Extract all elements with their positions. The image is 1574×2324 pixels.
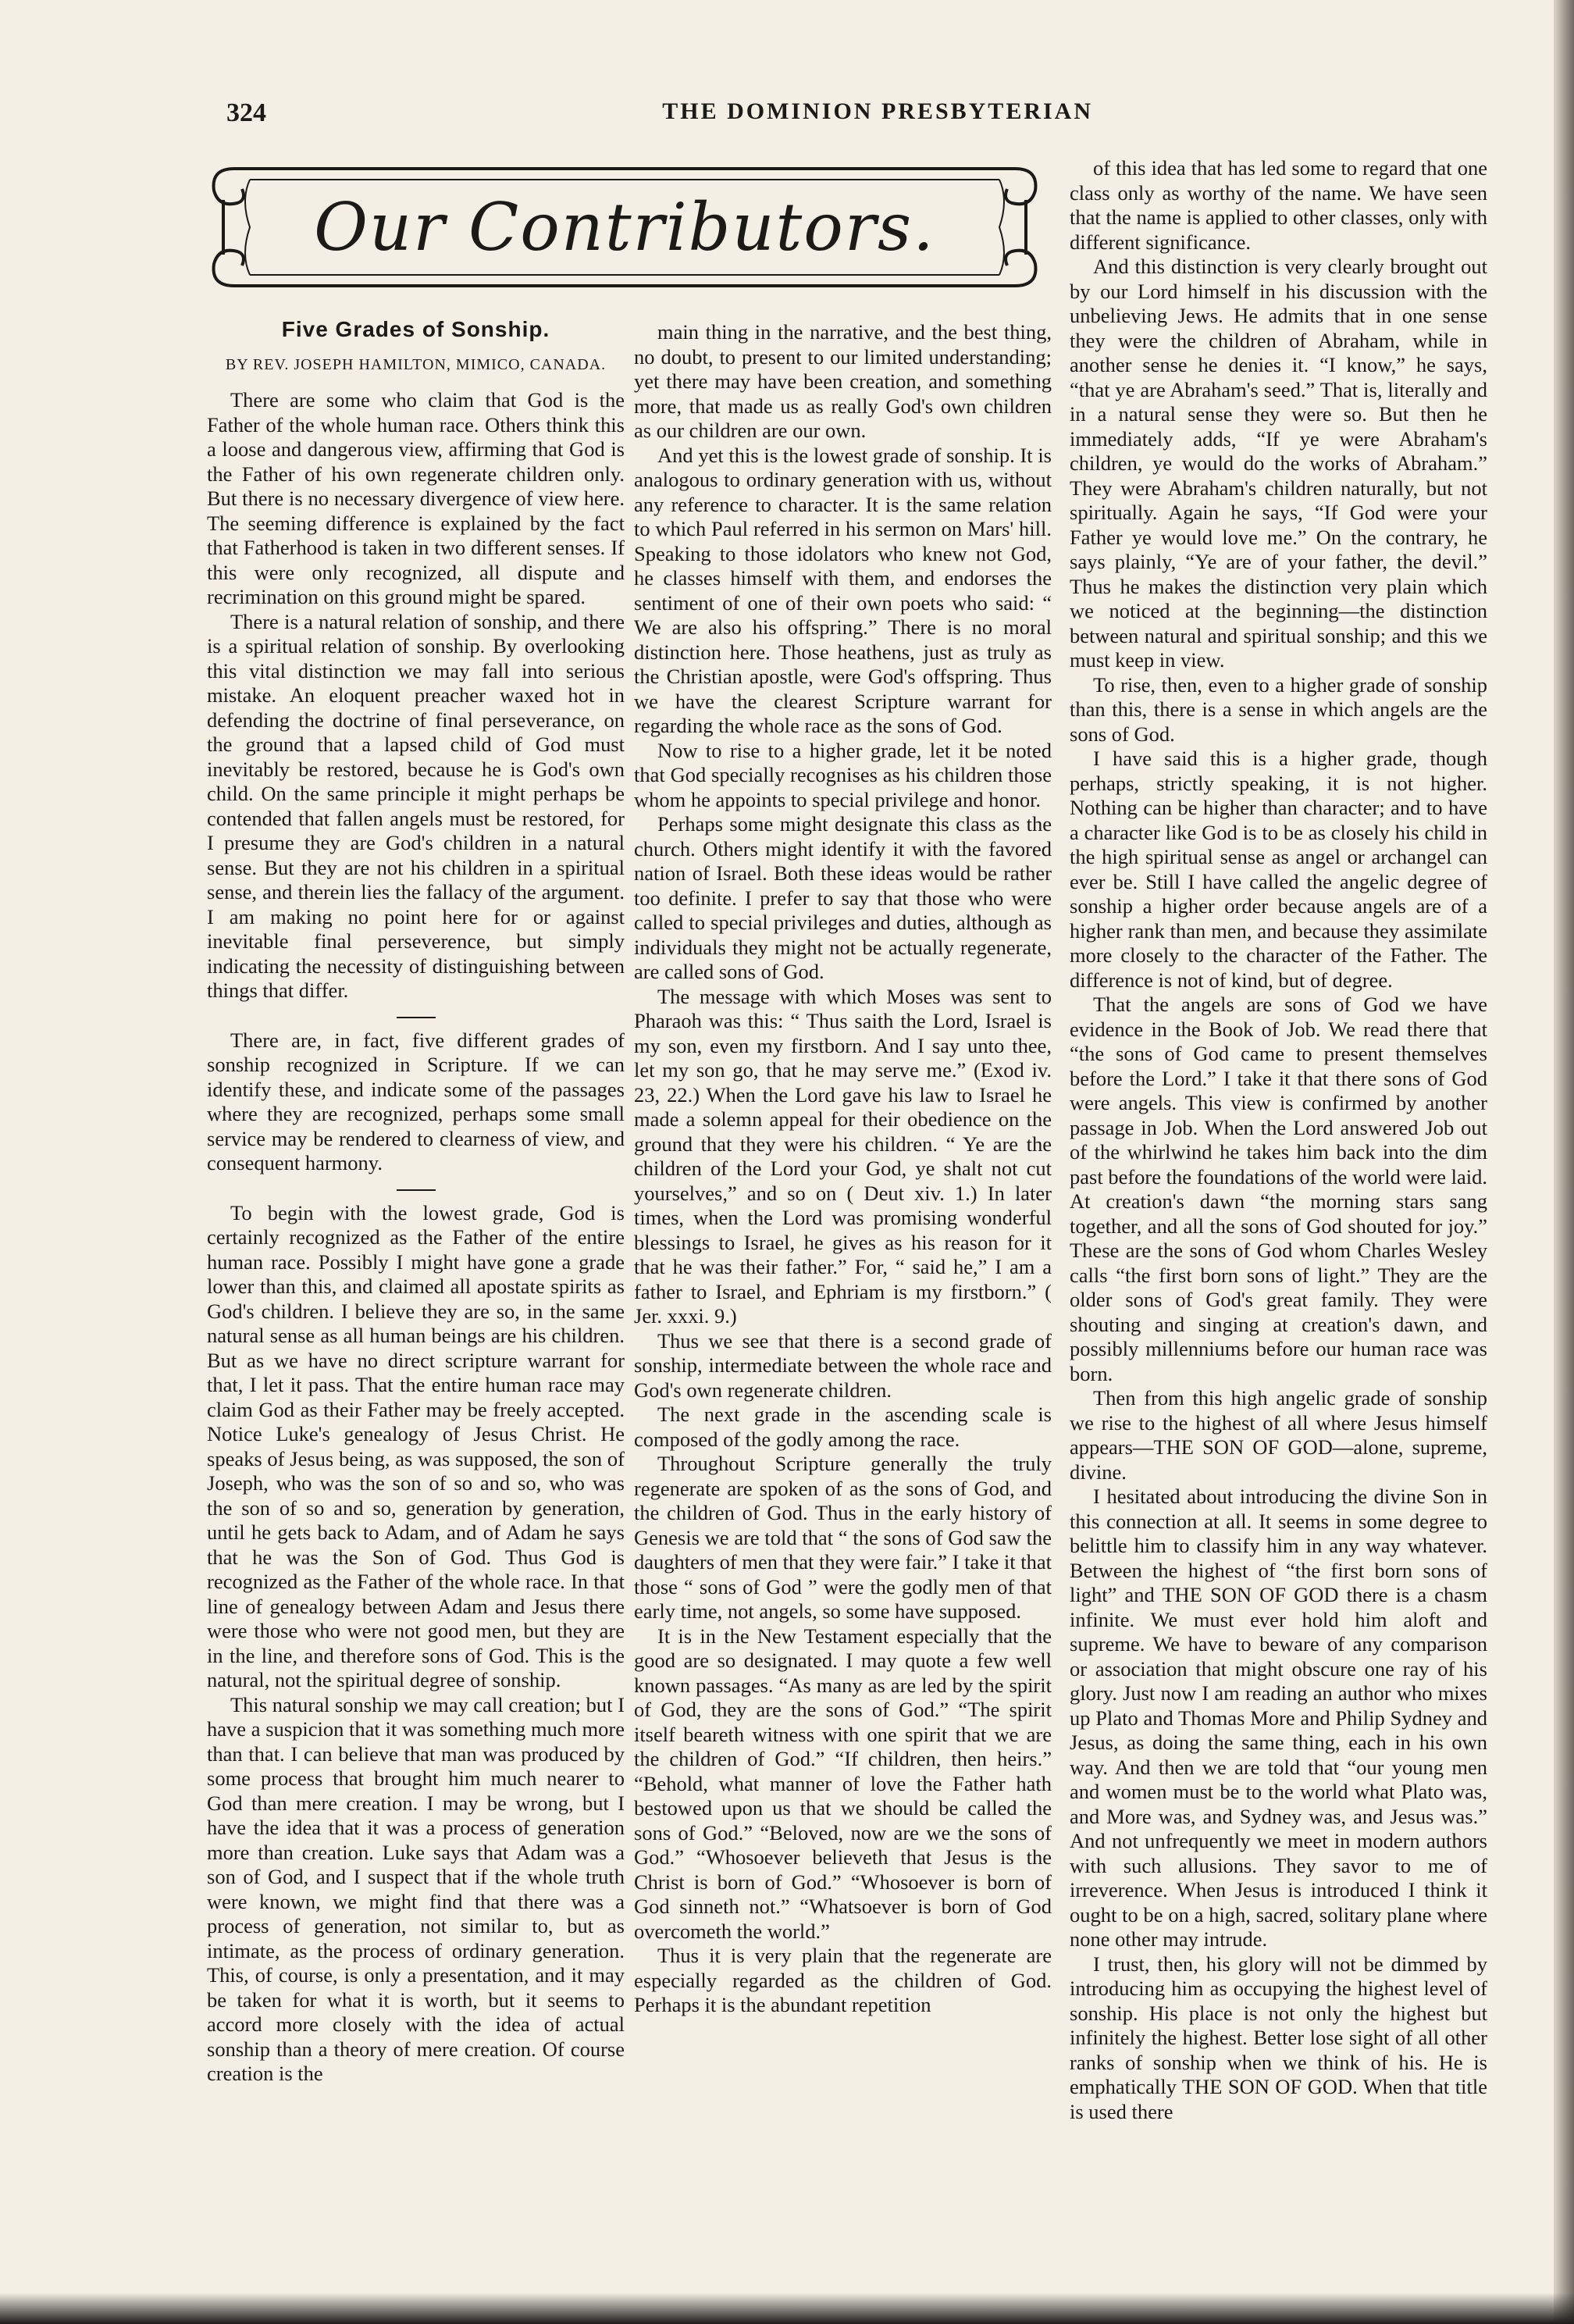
paragraph: That the angels are sons of God we have evidence in the Book of Job. We read there that “the sons of God came to present themselves before the Lord.” I take it that there sons of God were angels. This view is confirmed by another passage in Job. When the Lord answered Job out of the whirlwind he takes him back into the dim past before the foundations of the world were laid. At creation's dawn “the morning stars sang together, and all the sons of God shouted for joy.” These are the sons of God whom Charles Wesley calls “the first born sons of light.” They are the older sons of God's great family. They were shouting and singing at creation's dawn, and possibly millenniums before our human race was born. — [1070, 993, 1487, 1385]
scan-edge-shadow — [0, 2293, 1574, 2324]
paragraph: Then from this high angelic grade of sonship we rise to the highest of all where Jesus himself appears—THE SON OF GOD—alone, supreme, divine. — [1070, 1386, 1487, 1484]
column-2 — [634, 320, 1052, 2148]
paragraph: And yet this is the lowest grade of sonship. It is analogous to ordinary generation with us, without any reference to character. It is the same relation to which Paul referred in his sermon on Mars' hill. Speaking to those idolators who knew not God, he classes himself with them, and endorses the sentiment of one of their own poets who said: “ We are also his offspring.” There is no moral distinction here. Those heathens, just as truly as the Christian apostle, were God's offspring. Thus we have the clearest Scripture warrant for regarding the whole race as the sons of God. — [634, 443, 1052, 737]
paragraph: This natural sonship we may call creation; but I have a suspicion that it was something much more than that. I can believe that man was produced by some process that brought him much nearer to God than mere creation. I may be wrong, but I have the idea that it was a process of generation more than creation. Luke says that Adam was a son of God, and I suspect that if the whole truth were known, we might find that there was a process of generation, not similar to, but as intimate, as the process of ordinary generation. This, of course, is only a presentation, and it may be taken for what it is worth, but it seems to accord more closely with the idea of actual sonship than a theory of mere creation. Of course creation is the — [207, 1692, 625, 2085]
paragraph: The next grade in the ascending scale is composed of the godly among the race. — [634, 1403, 1052, 1451]
separator-rule — [207, 1005, 625, 1027]
paragraph: There is a natural relation of sonship, and there is a spiritual relation of sonship. By overlooking this vital distinction we may fall into serious mistake. An eloquent preacher waxed hot in defending the doctrine of final perseverance, on the ground that a lapsed child of God must inevitably be restored, because he is God's own child. On the same principle it might perhaps be contended that fallen angels must be restored, for I presume they are God's children in a natural sense. But they are not his children in a spiritual sense, and therein lies the fallacy of the argument. I am making no point here for or against inevitable final perseverence, but simply indicating the necessity of distinguishing between things that differ. — [207, 609, 625, 1002]
separator-rule — [207, 1178, 625, 1199]
paragraph: Throughout Scripture generally the truly regenerate are spoken of as the sons of God, and the children of God. Thus in the early history of Genesis we are told that “ the sons of God saw the daughters of men that they were fair.” I take it that those “ sons of God ” were the godly men of that early time, not angels, so some have supposed. — [634, 1452, 1052, 1623]
paragraph: of this idea that has led some to regard that one class only as worthy of the name. We have seen that the name is applied to other classes, only with different significance. — [1070, 156, 1487, 254]
running-title: THE DOMINION PRESBYTERIAN — [662, 98, 1093, 124]
column-1 — [207, 312, 625, 2140]
paragraph: It is in the New Testament especially that the good are so designated. I may quote a few well known passages. “As many as are led by the spirit of God, they are the sons of God.” “The spirit itself beareth witness with one spirit that we are the children of God.” “If children, then heirs.” “Behold, what manner of love the Father hath bestowed upon us that we should be called the sons of God.” “Beloved, now are we the sons of God.” “Whosoever believeth that Jesus is the Christ is born of God.” “Whosoever is born of God sinneth not.” “Whatsoever is born of God overcometh the world.” — [634, 1624, 1052, 1943]
paragraph: I trust, then, his glory will not be dimmed by introducing him as occupying the highest level of sonship. His place is not only the highest but infinitely the highest. Better lose sight of all other ranks of sonship when we think of his. He is emphatically THE SON OF GOD. When that title is used there — [1070, 1952, 1487, 2123]
paragraph: To begin with the lowest grade, God is certainly recognized as the Father of the entire human race. Possibly I might have gone a grade lower than this, and claimed all apostate spirits as God's children. I believe they are so, in the same natural sense as all human beings are his children. But as we have no direct scripture warrant for that, I let it pass. That the entire human race may claim God as their Father may be freely accepted. Notice Luke's genealogy of Jesus Christ. He speaks of Jesus being, as was supposed, the son of Joseph, who was the son of so and so, who was the son of so and so, generation by generation, until he gets back to Adam, and of Adam he says that he was the Son of God. Thus God is recognized as the Father of the whole race. In that line of genealogy between Adam and Jesus there were those who were not good men, but they are in the line, and therefore sons of God. This is the natural, not the spiritual degree of sonship. — [207, 1200, 625, 1691]
paragraph: To rise, then, even to a higher grade of sonship than this, there is a sense in which angels are the sons of God. — [1070, 672, 1487, 746]
article-title: Five Grades of Sonship. — [281, 317, 550, 341]
paragraph: Now to rise to a higher grade, let it be noted that God specially recognises as his children those whom he appoints to special privilege and honor. — [634, 738, 1052, 811]
column-3 — [1070, 156, 1487, 2155]
paragraph: I have said this is a higher grade, though perhaps, strictly speaking, it is not higher. Nothing can be higher than character; and to have a character like God is to be as closely his child in the high spiritual sense as angel or archangel can ever be. Still I have called the angelic degree of sonship a higher order because angels are of a higher rank than men, and because they assimilate more closely to the character of the Father. The difference is not of kind, but of degree. — [1070, 747, 1487, 992]
page-number: 324 — [226, 98, 266, 127]
paragraph: The message with which Moses was sent to Pharaoh was this: “ Thus saith the Lord, Israel is my son, even my firstborn. And I say unto thee, let my son go, that he may serve me.” (Exod iv. 23, 22.) When the Lord gave his law to Israel he made a solemn appeal for their obedience on the ground that they were his children. “ Ye are the children of the Lord your God, ye shalt not cut yourselves,” and so on ( Deut xiv. 1.) In later times, when the Lord was promising wonderful blessings to Israel, he gives as his reason for it that he was their father.” For, “ said he,” I am a father to Israel, and Ephriam is my firstborn.” ( Jer. xxxi. 9.) — [634, 984, 1052, 1328]
byline: BY REV. JOSEPH HAMILTON, MIMICO, CANADA. — [225, 355, 607, 373]
paragraph: Thus it is very plain that the regenerate are especially regarded as the children of God. Perhaps it is the abundant repetition — [634, 1944, 1052, 2016]
page-header — [226, 87, 1093, 134]
paragraph: And this distinction is very clearly brought out by our Lord himself in his discussion with the unbelieving Jews. He admits that in one sense they were the children of Abraham, while in another sense he denies it. “I know,” he says, “that ye are Abraham's seed.” That is, literally and in a natural sense they were so. But then he immediately adds, “If ye were Abraham's children, ye would do the works of Abraham.” They were Abraham's children naturally, but not spiritually. Again he says, “If God were your Father ye would love me.” On the contrary, he says plainly, “Ye are of your father, the devil.” Thus he makes the distinction very plain which we noticed at the beginning—the distinction between natural and spiritual sonship; and this we must keep in view. — [1070, 255, 1487, 672]
binding-shadow — [1554, 0, 1574, 2324]
section-banner — [203, 153, 1046, 301]
paragraph: I hesitated about introducing the divine Son in this connection at all. It seems in some degree to belittle him to classify him in any way whatever. Between the highest of “the first born sons of light” and THE SON OF GOD there is a chasm infinite. We must ever hold him aloft and supreme. We have to beware of any comparison or association that might obscure one ray of his glory. Just now I am reading an author who mixes up Plato and Thomas More and Philip Sydney and Jesus, as doing the same thing, each in his own way. And then we are told that “our young men and women must be to the world what Plato was, and More was, and Sydney was, and Jesus was.” And not unfrequently we meet in modern authors with such allusions. They savor to me of irreverence. When Jesus is introduced I think it ought to be on a high, sacred, solitary plane where none other may intrude. — [1070, 1485, 1487, 1951]
paragraph: There are, in fact, five different grades of sonship recognized in Scripture. If we can identify these, and indicate some of the passages where they are recognized, perhaps some small service may be rendered to clearness of view, and consequent harmony. — [207, 1028, 625, 1174]
paragraph: Perhaps some might designate this class as the church. Others might identify it with the favored nation of Israel. Both these ideas would be rather too definite. I prefer to say that those who were called to special privileges and duties, although as individuals they might not be actually regenerate, are called sons of God. — [634, 812, 1052, 983]
paragraph: Thus we see that there is a second grade of sonship, intermediate between the whole race and God's own regenerate children. — [634, 1328, 1052, 1402]
paragraph: main thing in the narrative, and the best thing, no doubt, to present to our limited understanding; yet there may have been creation, and something more, that made us as really God's own children as our children are our own. — [634, 320, 1052, 442]
section-title: Our Contributors. — [314, 189, 935, 266]
paragraph: There are some who claim that God is the Father of the whole human race. Others think this a loose and dangerous view, affirming that God is the Father of his own regenerate children only. But there is no necessary divergence of view here. The seeming difference is explained by the fact that Fatherhood is taken in two different senses. If this were only recognized, all dispute and recrimination on this ground might be spared. — [207, 388, 625, 608]
